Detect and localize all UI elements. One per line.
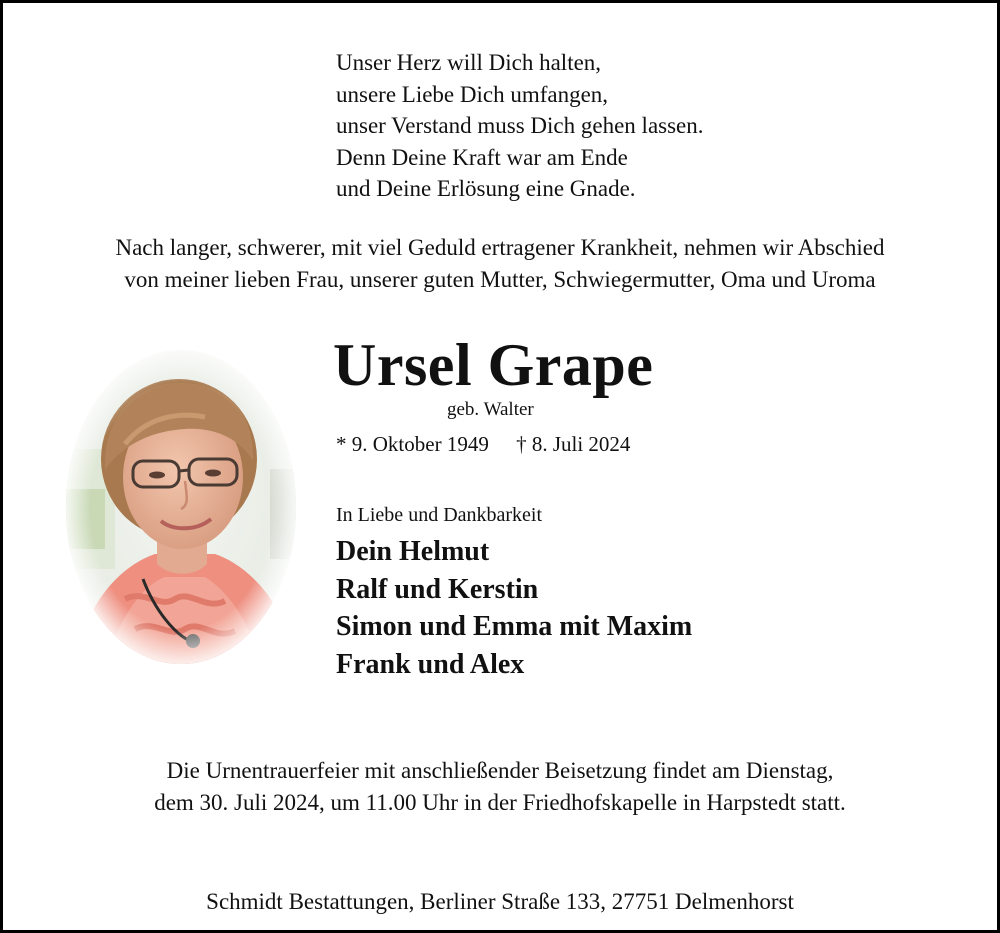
poem-line: unsere Liebe Dich umfangen, — [336, 81, 609, 107]
mourner-name: Dein Helmut — [336, 536, 490, 567]
intro-text — [3, 232, 997, 295]
service-line: dem 30. Juli 2024, um 11.00 Uhr in der Friedhofskapelle in Harpstedt statt. — [154, 789, 846, 815]
mourner-name: Simon und Emma mit Maxim — [336, 611, 693, 642]
mourners-intro: In Liebe und Dankbarkeit — [336, 504, 543, 526]
mourner-name: Frank und Alex — [336, 648, 525, 680]
service-announcement — [3, 755, 997, 818]
birth-date: * 9. Oktober 1949 — [336, 432, 489, 456]
maiden-name: geb. Walter — [447, 399, 534, 420]
poem-line: und Deine Erlösung eine Gnade. — [336, 176, 636, 201]
deceased-name: Ursel Grape — [333, 332, 654, 398]
poem-line: unser Verstand muss Dich gehen lassen. — [336, 113, 704, 138]
undertaker-address: Schmidt Bestattungen, Berliner Straße 133, 27751 Delmenhorst — [206, 889, 794, 914]
intro-line: Nach langer, schwerer, mit viel Geduld ertragener Krankheit, nehmen wir Abschied — [115, 235, 885, 260]
intro-line: von meiner lieben Frau, unserer guten Mutter, Schwiegermutter, Oma und Uroma — [124, 266, 876, 292]
mourner-name: Ralf und Kerstin — [336, 573, 539, 605]
portrait-photo — [65, 349, 297, 665]
mourners-list — [336, 533, 692, 683]
poem-line: Denn Deine Kraft war am Ende — [336, 144, 628, 170]
service-line: Die Urnentrauerfeier mit anschließender Beisetzung findet am Dienstag, — [166, 758, 834, 783]
poem-line: Unser Herz will Dich halten, — [336, 50, 602, 75]
poem — [336, 47, 704, 205]
death-date: † 8. Juli 2024 — [516, 432, 631, 456]
life-dates — [336, 432, 630, 457]
